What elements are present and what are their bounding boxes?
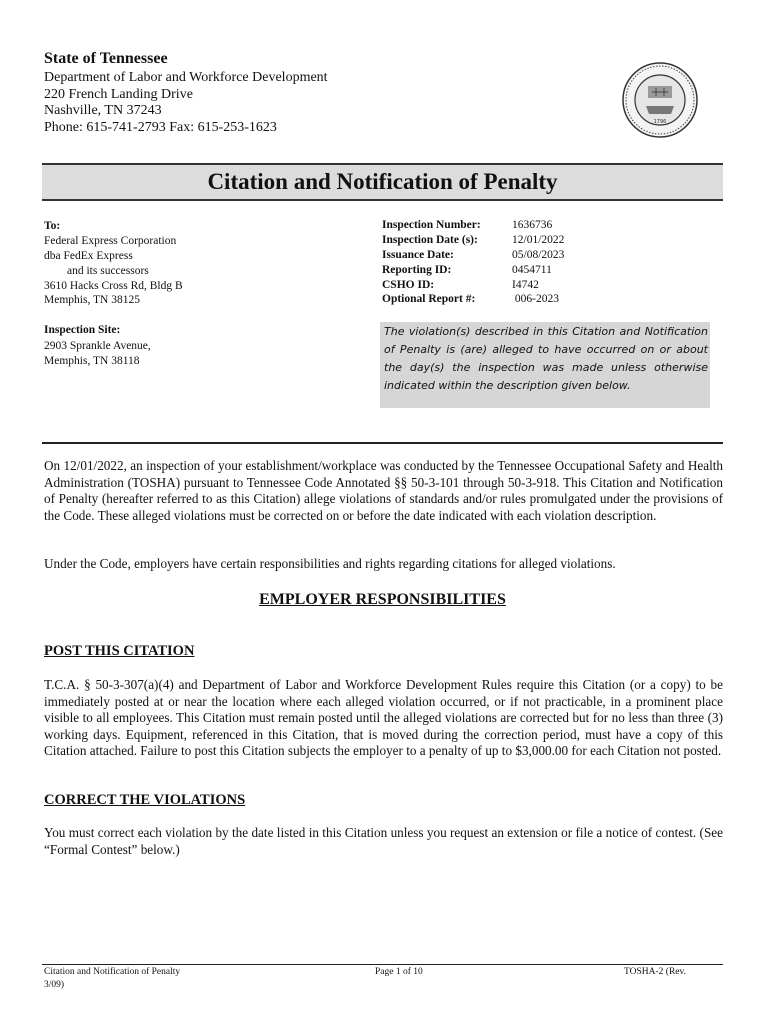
- to-line: Memphis, TN 38125: [44, 294, 140, 306]
- csho-id-value: I4742: [512, 279, 539, 291]
- csho-id-label: CSHO ID:: [382, 279, 435, 291]
- to-line: and its successors: [67, 265, 149, 277]
- violation-notice-text: The violation(s) described in this Citation and Notification of Penalty is (are) alleged to have occurred on or about the day(s) the inspection was made unless otherwise indicated within the description given below.: [384, 325, 708, 392]
- site-label: Inspection Site:: [44, 324, 121, 336]
- title-bar: [42, 163, 723, 201]
- department-name: Department of Labor and Workforce Development: [44, 70, 328, 85]
- issuance-date-value: 05/08/2023: [512, 249, 565, 261]
- state-seal-icon: [622, 62, 698, 138]
- footer-form-date: 3/09): [44, 980, 65, 990]
- document-title: Citation and Notification of Penalty: [207, 169, 558, 194]
- issuance-date-label: Issuance Date:: [382, 249, 454, 261]
- reporting-id-label: Reporting ID:: [382, 264, 452, 276]
- agency-phone-fax: Phone: 615-741-2793 Fax: 615-253-1623: [44, 120, 277, 135]
- violation-notice-box: [380, 322, 710, 408]
- section-divider: [42, 442, 723, 444]
- agency-street: 220 French Landing Drive: [44, 87, 193, 102]
- agency-name: State of Tennessee: [44, 50, 168, 67]
- optional-report-value: 006-2023: [512, 293, 559, 305]
- optional-report-label: Optional Report #:: [382, 293, 476, 305]
- reporting-id-value: 0454711: [512, 264, 552, 276]
- site-line: Memphis, TN 38118: [44, 355, 140, 367]
- post-citation-text: T.C.A. § 50-3-307(a)(4) and Department of Labor and Workforce Development Rules require this Citation (or a copy) to be immediately posted at or near the location where each alleged violation occurred, or if not practicable, in a prominent place visible to all employees. This Citation must remain posted until the alleged violations are corrected but for no less than three (3) working days. Equipment, referenced in this Citation, that is moved during the correction period, must have a copy of this Citation attached. Failure to post this Citation subjects the employer to a penalty of up to $3,000.00 for each Citation not posted.: [44, 677, 723, 758]
- correct-violations-heading: CORRECT THE VIOLATIONS: [44, 792, 246, 808]
- footer-divider: [42, 964, 723, 965]
- footer-form-name: Citation and Notification of Penalty: [44, 967, 181, 977]
- to-line: dba FedEx Express: [44, 250, 133, 262]
- intro-paragraph: On 12/01/2022, an inspection of your establishment/workplace was conducted by the Tennessee Occupational Safety and Health Administration (TOSHA) pursuant to Tennessee Code Annotated §§ 50-3-101 through 50-3-918. This Citation and Notification of Penalty (hereafter referred to as this Citation) allege violations of standards and/or rules promulgated under the provisions of the Code. These alleged violations must be corrected on or before the date indicated with each violation description.: [44, 458, 723, 523]
- rights-paragraph: Under the Code, employers have certain responsibilities and rights regarding citations for alleged violations.: [44, 556, 616, 571]
- site-line: 2903 Sprankle Avenue,: [44, 340, 151, 352]
- footer-page-number: Page 1 of 10: [375, 967, 423, 977]
- correct-violations-text: You must correct each violation by the date listed in this Citation unless you request an extension or file a notice of contest. (See “Formal Contest” below.): [44, 825, 723, 857]
- inspection-date-label: Inspection Date (s):: [382, 234, 478, 246]
- inspection-number-label: Inspection Number:: [382, 219, 481, 231]
- inspection-date-value: 12/01/2022: [512, 234, 565, 246]
- footer-form-code: TOSHA-2 (Rev.: [624, 967, 687, 977]
- to-line: Federal Express Corporation: [44, 235, 177, 247]
- svg-text:1796: 1796: [653, 119, 667, 125]
- responsibilities-heading: EMPLOYER RESPONSIBILITIES: [259, 591, 506, 608]
- to-line: 3610 Hacks Cross Rd, Bldg B: [44, 280, 183, 292]
- inspection-number-value: 1636736: [512, 219, 553, 231]
- post-citation-heading: POST THIS CITATION: [44, 643, 195, 659]
- to-label: To:: [44, 220, 61, 232]
- agency-city: Nashville, TN 37243: [44, 103, 162, 118]
